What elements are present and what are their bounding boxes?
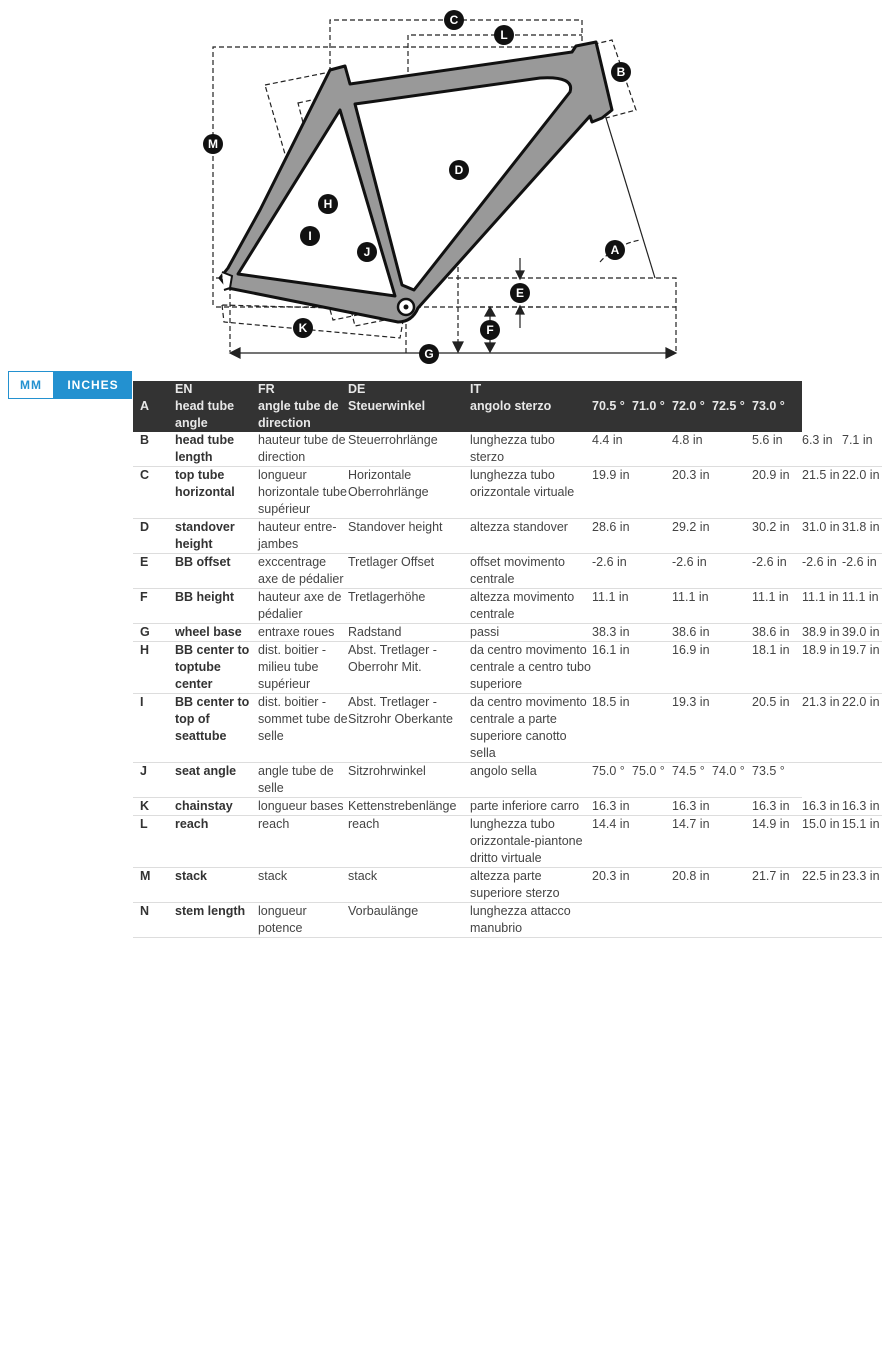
row-value: 70.5 ° bbox=[592, 399, 625, 413]
row-value: 11.1 in bbox=[802, 589, 842, 624]
table-row bbox=[133, 589, 882, 624]
row-value: 11.1 in bbox=[752, 589, 802, 624]
table-row bbox=[133, 519, 882, 554]
svg-text:L: L bbox=[500, 28, 508, 42]
row-it: passi bbox=[470, 624, 592, 642]
row-fr: longueur potence bbox=[258, 903, 348, 938]
svg-text:J: J bbox=[363, 245, 371, 259]
row-fr: longueur horizontale tube supérieur bbox=[258, 467, 348, 519]
header-en: EN bbox=[175, 382, 193, 396]
row-value: 16.3 in bbox=[802, 798, 842, 816]
row-fr: hauteur entre-jambes bbox=[258, 519, 348, 554]
row-value bbox=[672, 903, 752, 938]
row-value: 7.1 in bbox=[842, 432, 882, 467]
row-value: 73.5 ° bbox=[752, 763, 802, 798]
row-key: I bbox=[133, 694, 175, 763]
row-value: -2.6 in bbox=[672, 554, 752, 589]
row-value: 16.3 in bbox=[592, 798, 672, 816]
row-value: 4.8 in bbox=[672, 432, 752, 467]
row-value: 28.6 in bbox=[592, 519, 672, 554]
row-value: 11.1 in bbox=[842, 589, 882, 624]
row-key: K bbox=[133, 798, 175, 816]
unit-toggle bbox=[8, 371, 132, 399]
row-value: 16.3 in bbox=[672, 798, 752, 816]
table-row bbox=[133, 798, 882, 816]
row-value: 38.9 in bbox=[802, 624, 842, 642]
label-l bbox=[494, 25, 514, 45]
row-de: Abst. Tretlager - Oberrohr Mit. bbox=[348, 642, 470, 694]
row-it: altezza standover bbox=[470, 519, 592, 554]
row-key: F bbox=[133, 589, 175, 624]
row-value: -2.6 in bbox=[592, 554, 672, 589]
label-m bbox=[203, 134, 223, 154]
label-j bbox=[357, 242, 377, 262]
row-key: C bbox=[133, 467, 175, 519]
row-de: reach bbox=[348, 816, 470, 868]
row-key: D bbox=[133, 519, 175, 554]
table-row bbox=[133, 868, 882, 903]
svg-text:I: I bbox=[308, 229, 312, 243]
row-key: N bbox=[133, 903, 175, 938]
row-en: chainstay bbox=[175, 798, 258, 816]
row-value: 72.5 ° bbox=[712, 399, 745, 413]
label-c bbox=[444, 10, 464, 30]
row-value: 73.0 ° bbox=[752, 399, 785, 413]
row-value: 22.0 in bbox=[842, 694, 882, 763]
row-value: 23.3 in bbox=[842, 868, 882, 903]
svg-text:B: B bbox=[616, 65, 626, 79]
row-fr: hauteur tube de direction bbox=[258, 432, 348, 467]
row-key: A bbox=[140, 399, 150, 413]
inches-button[interactable]: INCHES bbox=[54, 371, 132, 399]
row-value: 72.0 ° bbox=[672, 399, 705, 413]
row-key: H bbox=[133, 642, 175, 694]
row-value: 19.7 in bbox=[842, 642, 882, 694]
header-fr: FR bbox=[258, 382, 275, 396]
svg-text:G: G bbox=[424, 347, 434, 361]
row-value: 16.3 in bbox=[752, 798, 802, 816]
label-e bbox=[510, 283, 530, 303]
row-value: 20.9 in bbox=[752, 467, 802, 519]
row-en: standover height bbox=[175, 519, 258, 554]
row-value: 21.3 in bbox=[802, 694, 842, 763]
row-it: angolo sella bbox=[470, 763, 592, 798]
row-value: 30.2 in bbox=[752, 519, 802, 554]
row-en: head tube length bbox=[175, 432, 258, 467]
row-value: 14.7 in bbox=[672, 816, 752, 868]
row-value: 74.0 ° bbox=[712, 763, 752, 798]
svg-text:D: D bbox=[454, 163, 464, 177]
row-fr: angle tube de direction bbox=[258, 399, 339, 430]
row-value: 74.5 ° bbox=[672, 763, 712, 798]
row-value: 5.6 in bbox=[752, 432, 802, 467]
row-it: da centro movimento centrale a centro tubo superiore bbox=[470, 642, 592, 694]
row-value: 31.8 in bbox=[842, 519, 882, 554]
row-fr: longueur bases bbox=[258, 798, 348, 816]
label-k bbox=[293, 318, 313, 338]
label-a bbox=[605, 240, 625, 260]
table-row bbox=[133, 642, 882, 694]
row-it: lunghezza tubo orizzontale virtuale bbox=[470, 467, 592, 519]
svg-text:C: C bbox=[449, 13, 459, 27]
row-value bbox=[592, 903, 672, 938]
row-value: 20.3 in bbox=[672, 467, 752, 519]
row-de: Horizontale Oberrohrlänge bbox=[348, 467, 470, 519]
row-de: Vorbaulänge bbox=[348, 903, 470, 938]
row-de: Abst. Tretlager - Sitzrohr Oberkante bbox=[348, 694, 470, 763]
row-value: 16.3 in bbox=[842, 798, 882, 816]
row-value: 29.2 in bbox=[672, 519, 752, 554]
row-value: 19.9 in bbox=[592, 467, 672, 519]
row-de: stack bbox=[348, 868, 470, 903]
row-en: BB center to toptube center bbox=[175, 642, 258, 694]
row-it: angolo sterzo bbox=[470, 399, 552, 413]
row-value: 39.0 in bbox=[842, 624, 882, 642]
row-en: BB offset bbox=[175, 554, 258, 589]
row-key: L bbox=[133, 816, 175, 868]
table-row bbox=[133, 903, 882, 938]
row-en: stem length bbox=[175, 903, 258, 938]
row-en: seat angle bbox=[175, 763, 258, 798]
frame-geometry-diagram bbox=[0, 0, 888, 370]
row-value: 38.6 in bbox=[672, 624, 752, 642]
label-b bbox=[611, 62, 631, 82]
row-value: 71.0 ° bbox=[632, 399, 665, 413]
header-de: DE bbox=[348, 382, 366, 396]
row-en: BB height bbox=[175, 589, 258, 624]
row-fr: entraxe roues bbox=[258, 624, 348, 642]
row-value bbox=[802, 903, 842, 938]
row-it: lunghezza attacco manubrio bbox=[470, 903, 592, 938]
header-it: IT bbox=[470, 382, 482, 396]
row-value: 21.5 in bbox=[802, 467, 842, 519]
row-fr: hauteur axe de pédalier bbox=[258, 589, 348, 624]
row-it: altezza parte superiore sterzo bbox=[470, 868, 592, 903]
row-value bbox=[752, 903, 802, 938]
row-de: Steuerwinkel bbox=[348, 399, 426, 413]
row-value: 14.4 in bbox=[592, 816, 672, 868]
row-value: 38.6 in bbox=[752, 624, 802, 642]
row-de: Kettenstrebenlänge bbox=[348, 798, 470, 816]
label-f bbox=[480, 320, 500, 340]
row-value: 18.1 in bbox=[752, 642, 802, 694]
label-h bbox=[318, 194, 338, 214]
row-value: 16.1 in bbox=[592, 642, 672, 694]
label-d bbox=[449, 160, 469, 180]
row-de: Radstand bbox=[348, 624, 470, 642]
row-value: 22.0 in bbox=[842, 467, 882, 519]
row-value: 22.5 in bbox=[802, 868, 842, 903]
row-key: M bbox=[133, 868, 175, 903]
row-en: top tube horizontal bbox=[175, 467, 258, 519]
row-value: 20.8 in bbox=[672, 868, 752, 903]
row-fr: stack bbox=[258, 868, 348, 903]
row-en: wheel base bbox=[175, 624, 258, 642]
row-value: 21.7 in bbox=[752, 868, 802, 903]
svg-text:F: F bbox=[486, 323, 494, 337]
row-it: lunghezza tubo sterzo bbox=[470, 432, 592, 467]
row-value: 20.3 in bbox=[592, 868, 672, 903]
row-en: BB center to top of seattube bbox=[175, 694, 258, 763]
head-tube-angle-row bbox=[133, 398, 882, 432]
table-row bbox=[133, 694, 882, 763]
row-key: B bbox=[133, 432, 175, 467]
row-value: -2.6 in bbox=[842, 554, 882, 589]
row-value: 15.1 in bbox=[842, 816, 882, 868]
table-row bbox=[133, 432, 882, 467]
row-value: -2.6 in bbox=[752, 554, 802, 589]
row-fr: angle tube de selle bbox=[258, 763, 348, 798]
row-de: Tretlagerhöhe bbox=[348, 589, 470, 624]
row-value: 15.0 in bbox=[802, 816, 842, 868]
row-en: reach bbox=[175, 816, 258, 868]
header-key bbox=[133, 381, 175, 398]
row-en: stack bbox=[175, 868, 258, 903]
row-de: Sitzrohrwinkel bbox=[348, 763, 470, 798]
row-value: -2.6 in bbox=[802, 554, 842, 589]
row-it: da centro movimento centrale a parte superiore canotto sella bbox=[470, 694, 592, 763]
row-value: 14.9 in bbox=[752, 816, 802, 868]
svg-text:H: H bbox=[323, 197, 333, 211]
table-row bbox=[133, 624, 882, 642]
row-value: 18.9 in bbox=[802, 642, 842, 694]
row-de: Steuerrohrlänge bbox=[348, 432, 470, 467]
row-fr: dist. boitier - milieu tube supérieur bbox=[258, 642, 348, 694]
table-row bbox=[133, 763, 882, 798]
label-i bbox=[300, 226, 320, 246]
svg-text:E: E bbox=[515, 286, 525, 300]
row-value: 6.3 in bbox=[802, 432, 842, 467]
svg-text:K: K bbox=[298, 321, 308, 335]
row-fr: dist. boitier - sommet tube de selle bbox=[258, 694, 348, 763]
geometry-table bbox=[133, 381, 882, 938]
row-key: G bbox=[133, 624, 175, 642]
row-value: 16.9 in bbox=[672, 642, 752, 694]
row-de: Standover height bbox=[348, 519, 470, 554]
row-fr: exccentrage axe de pédalier bbox=[258, 554, 348, 589]
row-it: offset movimento centrale bbox=[470, 554, 592, 589]
row-value: 11.1 in bbox=[672, 589, 752, 624]
row-value bbox=[842, 903, 882, 938]
row-en: head tube angle bbox=[175, 399, 235, 430]
row-value: 38.3 in bbox=[592, 624, 672, 642]
language-header-row bbox=[133, 381, 882, 398]
row-de: Tretlager Offset bbox=[348, 554, 470, 589]
row-value: 4.4 in bbox=[592, 432, 672, 467]
row-value: 11.1 in bbox=[592, 589, 672, 624]
table-row bbox=[133, 816, 882, 868]
svg-text:A: A bbox=[610, 243, 620, 257]
row-it: lunghezza tubo orizzontale-piantone dritto virtuale bbox=[470, 816, 592, 868]
row-key: E bbox=[133, 554, 175, 589]
label-g bbox=[419, 344, 439, 364]
row-it: altezza movimento centrale bbox=[470, 589, 592, 624]
mm-button[interactable]: MM bbox=[8, 371, 54, 399]
svg-text:M: M bbox=[208, 137, 218, 151]
row-fr: reach bbox=[258, 816, 348, 868]
row-it: parte inferiore carro bbox=[470, 798, 592, 816]
row-value: 18.5 in bbox=[592, 694, 672, 763]
table-row bbox=[133, 467, 882, 519]
table-row bbox=[133, 554, 882, 589]
row-value: 20.5 in bbox=[752, 694, 802, 763]
row-value: 19.3 in bbox=[672, 694, 752, 763]
row-value: 31.0 in bbox=[802, 519, 842, 554]
row-key: J bbox=[133, 763, 175, 798]
row-value: 75.0 ° bbox=[592, 763, 632, 798]
row-value: 75.0 ° bbox=[632, 763, 672, 798]
